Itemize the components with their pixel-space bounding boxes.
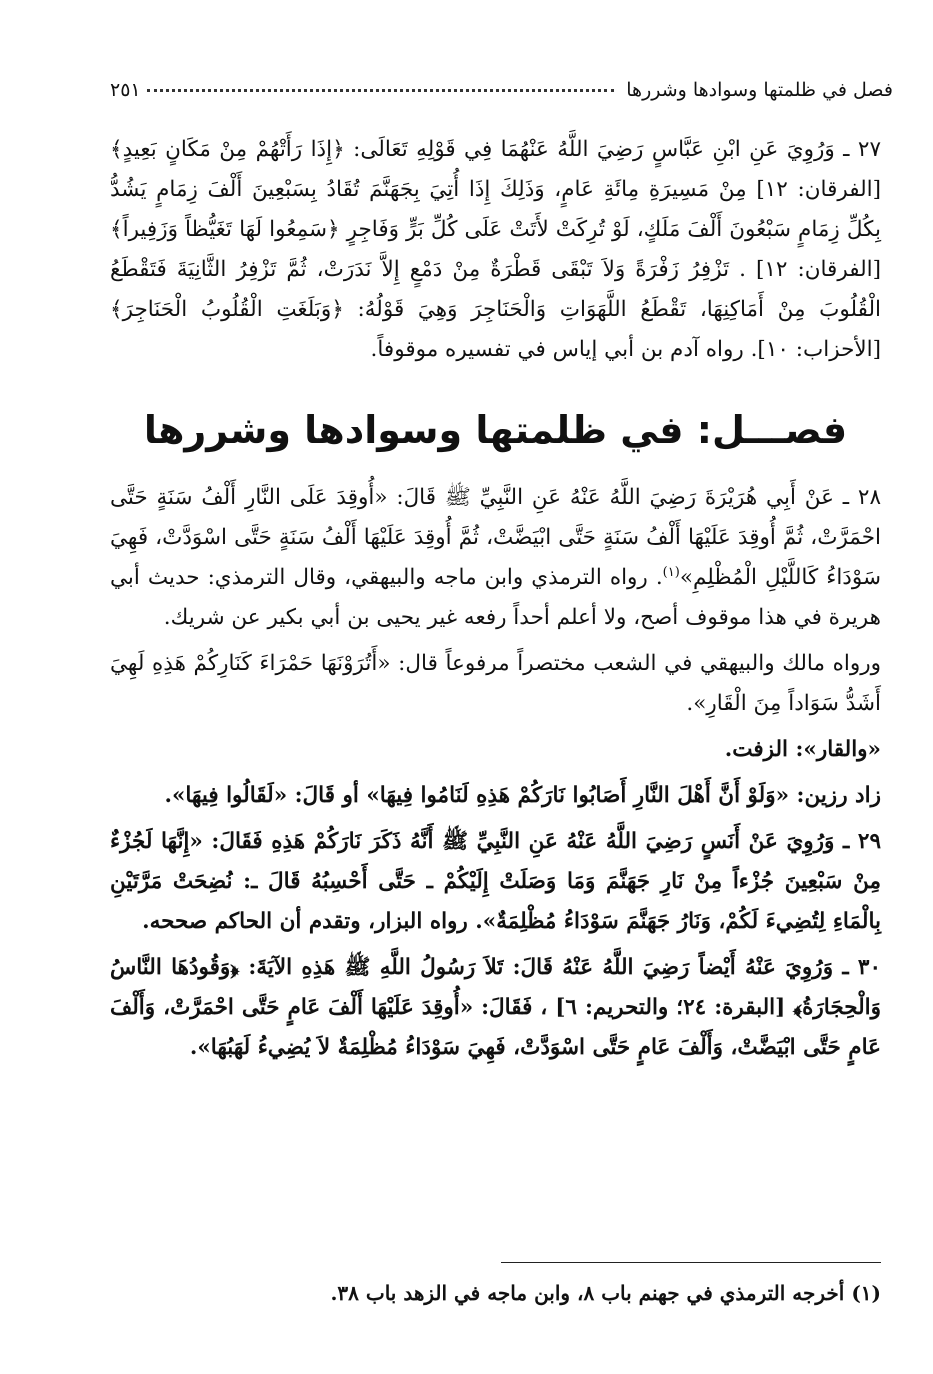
footnote-divider (501, 1262, 881, 1263)
footnote-text: أخرجه الترمذي في جهنم باب ٨، وابن ماجه في الزهد باب ٣٨. (330, 1281, 845, 1305)
hadith-27-paragraph: ٢٧ ـ وَرُوِيَ عَنِ ابْنِ عَبَّاسٍ رَضِيَ اللَّهُ عَنْهُمَا فِي قَوْلِهِ تَعَالَى: ﴿إِذَا رَأَتْهُمْ مِنْ مَكَانٍ بَعِيدٍ﴾ [الفرقان: ١٢] مِنْ مَسِيرَةِ مِائَةِ عَامٍ، وَذَلِكَ إِذَا أُتِيَ بِجَهَنَّمَ تُقَادُ بِسَبْعِينَ أَلْفَ زِمَامٍ يَشُدُّ بِكُلِّ زِمَامٍ سَبْعُونَ أَلْفَ مَلَكٍ، لَوْ تُرِكَتْ لأَتَتْ عَلَى كُلِّ بَرٍّ وَفَاجِرٍ ﴿سَمِعُوا لَهَا تَغَيُّظاً وَزَفِيراً﴾ [الفرقان: ١٢] . تَزْفِرُ زَفْرَةً وَلاَ تَبْقَى قَطْرَةٌ مِنْ دَمْعٍ إِلاَّ نَدَرَتْ، ثُمَّ تَزْفِرُ الثَّانِيَةَ فَتَقْطَعُ الْقُلُوبَ مِنْ أَمَاكِنِهَا، تَقْطَعُ اللَّهَوَاتِ وَالْحَنَاجِرَ وَهِيَ قَوْلُهُ: ﴿وَبَلَغَتِ الْقُلُوبُ الْحَنَاجِرَ﴾ [الأحزاب: ١٠]. رواه آدم بن أبي إياس في تفسيره موقوفاً. (110, 137, 881, 362)
hadith-28-attribution: . رواه الترمذي وابن ماجه والبيهقي، وقال الترمذي: حديث أبي هريرة في هذا موقوف أصح، ولا أعلم أحداً رفعه غير يحيى بن أبي بكير عن شريك. (110, 565, 881, 630)
running-header (110, 74, 893, 106)
running-header-title: فصل في ظلمتها وسوادها وشررها (626, 79, 893, 101)
malik-narration-paragraph: ورواه مالك والبيهقي في الشعب مختصراً مرفوعاً قال: «أَتُرَوْنَهَا حَمْرَاءَ كَنَارِكُمْ هَذِهِ لَهِيَ أَشَدُّ سَوَاداً مِنَ الْقَارِ». (110, 651, 881, 716)
hadith-28-text: ٢٨ ـ عَنْ أَبِي هُرَيْرَةَ رَضِيَ اللَّهُ عَنْهُ عَنِ النَّبِيِّ ﷺ قَالَ: «أُوقِدَ عَلَى النَّارِ أَلْفُ سَنَةٍ حَتَّى احْمَرَّتْ، ثُمَّ أُوقِدَ عَلَيْهَا أَلْفُ سَنَةٍ حَتَّى ابْيَضَّتْ، ثُمَّ أُوقِدَ عَلَيْهَا أَلْفُ سَنَةٍ حَتَّى اسْوَدَّتْ، فَهِيَ سَوْدَاءُ كَاللَّيْلِ الْمُظْلِمِ» (110, 485, 882, 590)
header-dot-leader (147, 89, 615, 92)
page-body (110, 130, 881, 1074)
footnote-reference[interactable]: (١) (662, 564, 680, 580)
razin-addition: زاد رزين: «وَلَوْ أَنَّ أَهْلَ النَّارِ أَصَابُوا نَارَكُمْ هَذِهِ لَنَامُوا فِيهَا» أو قَالَ: «لَقَالُوا فِيهَا». (164, 783, 881, 808)
page-number: ٢٥١ (110, 79, 141, 101)
section-title: فصـــل: في ظلمتها وسوادها وشررها (143, 408, 848, 452)
footnote (110, 1276, 881, 1310)
footnote-marker: (١) (851, 1281, 881, 1305)
hadith-29-paragraph: ٢٩ ـ وَرُوِيَ عَنْ أَنَسٍ رَضِيَ اللَّهُ عَنْهُ عَنِ النَّبِيِّ ﷺ أَنَّهُ ذَكَرَ نَارَكُمْ هَذِهِ فَقَالَ: «إِنَّهَا لَجُزْءٌ مِنْ سَبْعِينَ جُزْءاً مِنْ نَارِ جَهَنَّمَ وَمَا وَصَلَتْ إِلَيْكُمْ ـ حَتَّى أَحْسِبُهُ قَالَ ـ: نُضِحَتْ مَرَّتَيْنِ بِالْمَاءِ لِتُضِيءَ لَكُمْ، وَنَارُ جَهَنَّمَ سَوْدَاءُ مُظْلِمَةٌ». رواه البزار، وتقدم أن الحاكم صححه. (110, 829, 881, 934)
hadith-30-paragraph: ٣٠ ـ وَرُوِيَ عَنْهُ أَيْضاً رَضِيَ اللَّهُ عَنْهُ قَالَ: تَلاَ رَسُولُ اللَّهِ ﷺ هَذِهِ الآيَةَ: ﴿وَقُودُهَا النَّاسُ وَالْحِجَارَةُ﴾ [البقرة: ٢٤؛ والتحريم: ٦] ، فَقَالَ: «أُوقِدَ عَلَيْهَا أَلْفَ عَامٍ حَتَّى احْمَرَّتْ، وَأَلْفَ عَامٍ حَتَّى ابْيَضَّتْ، وَأَلْفَ عَامٍ حَتَّى اسْوَدَّتْ، فَهِيَ سَوْدَاءُ مُظْلِمَةٌ لاَ يُضِيءُ لَهَبُهَا». (110, 955, 881, 1060)
hadith-28-paragraph (110, 478, 881, 638)
qar-definition: «والقار»: الزفت. (724, 737, 881, 762)
